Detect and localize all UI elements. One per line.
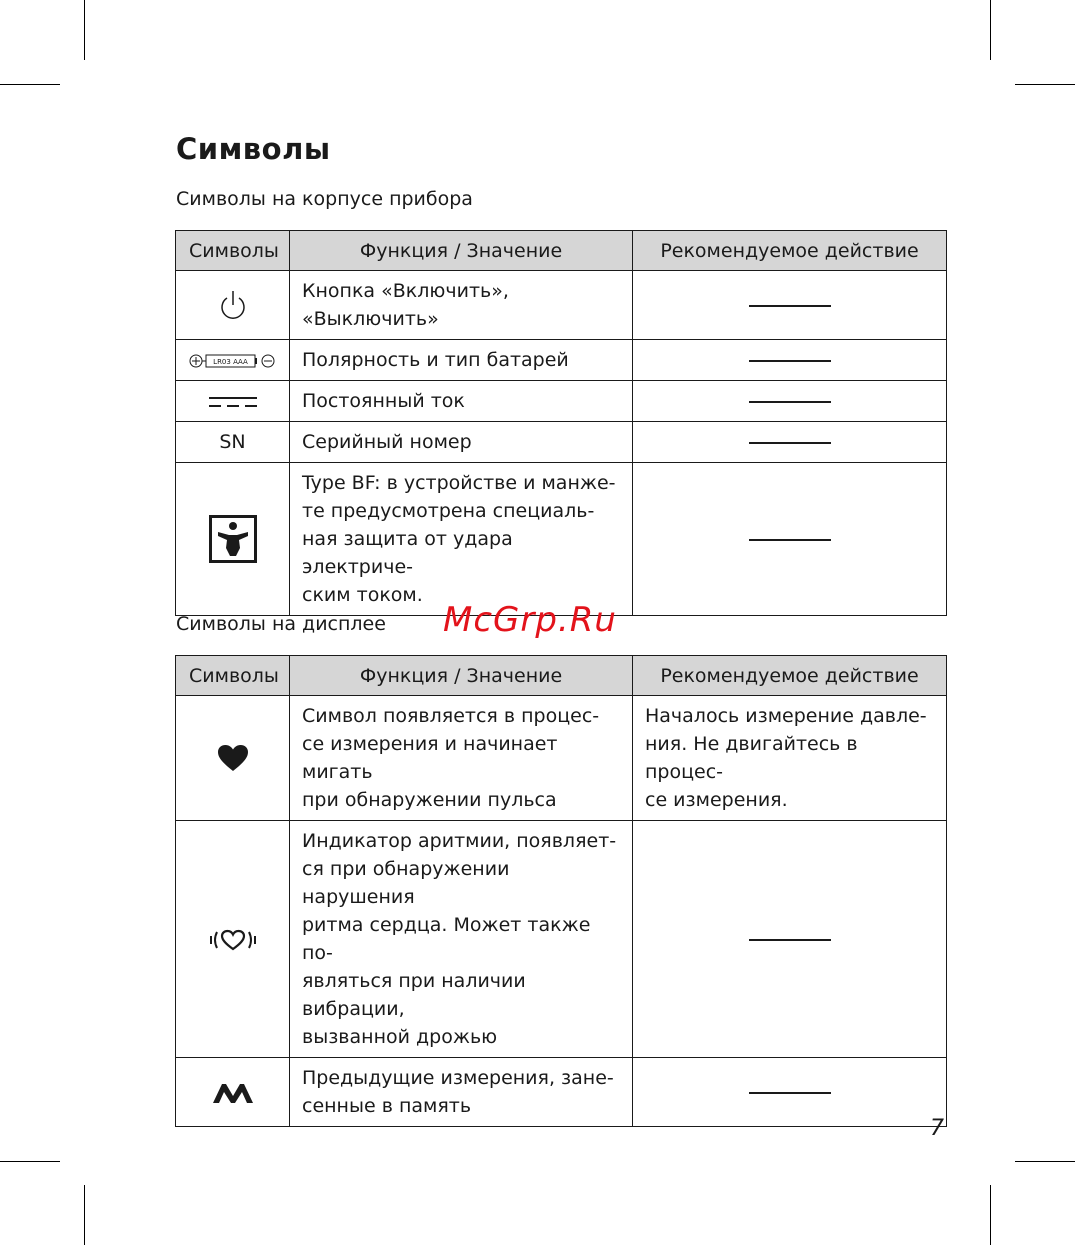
- memory-icon: [211, 1081, 255, 1103]
- action-cell: [633, 340, 947, 381]
- col-header-action: Рекомендуемое действие: [633, 231, 947, 271]
- table-row: [176, 422, 947, 463]
- device-symbols-table: [175, 230, 947, 616]
- function-cell: Символ появляется в процес- се измерения и начинает мигать при обнаружении пульса: [290, 696, 633, 821]
- display-symbols-table: [175, 655, 947, 1127]
- crop-mark: [1015, 84, 1075, 85]
- watermark: McGrp.Ru: [443, 600, 617, 640]
- action-cell: [633, 463, 947, 616]
- battery-type-label: LR03 AAA: [212, 357, 248, 366]
- action-cell: Началось измерение давле- ния. Не двигайтесь в процес- се измерения.: [633, 696, 947, 821]
- battery-polarity-icon: [189, 349, 277, 371]
- crop-mark: [990, 0, 991, 60]
- col-header-function: Функция / Значение: [290, 656, 633, 696]
- col-header-symbols: Символы: [176, 656, 290, 696]
- power-icon: [219, 294, 247, 316]
- function-cell: Type BF: в устройстве и манже- те предусмотрена специаль- ная защита от удара электриче- ским током.: [290, 463, 633, 616]
- action-cell: [633, 821, 947, 1058]
- crop-mark: [84, 0, 85, 60]
- table-row: [176, 1058, 947, 1127]
- table-header-row: [176, 656, 947, 696]
- crop-mark: [0, 1161, 60, 1162]
- type-bf-icon: [209, 528, 257, 550]
- function-cell: Индикатор аритмии, появляет- ся при обнаружении нарушения ритма сердца. Может также по- являться при наличии вибрации, вызванной дрожью: [290, 821, 633, 1058]
- crop-mark: [1015, 1161, 1075, 1162]
- section2-subtitle: Символы на дисплее: [176, 613, 386, 635]
- action-cell: [633, 271, 947, 340]
- table-row: [176, 381, 947, 422]
- dash-placeholder: [749, 360, 831, 362]
- symbol-cell: [176, 340, 290, 381]
- section1-subtitle: Символы на корпусе прибора: [176, 188, 473, 210]
- action-cell: [633, 422, 947, 463]
- symbol-cell: [176, 696, 290, 821]
- function-cell: Серийный номер: [290, 422, 633, 463]
- table-row: [176, 463, 947, 616]
- dash-placeholder: [749, 539, 831, 541]
- dash-placeholder: [749, 401, 831, 403]
- direct-current-icon: [209, 390, 257, 412]
- action-cell: [633, 381, 947, 422]
- page-title: Символы: [176, 132, 331, 166]
- function-cell: Кнопка «Включить», «Выключить»: [290, 271, 633, 340]
- dash-placeholder: [749, 305, 831, 307]
- col-header-function: Функция / Значение: [290, 231, 633, 271]
- crop-mark: [84, 1185, 85, 1245]
- crop-mark: [0, 84, 60, 85]
- table-header-row: [176, 231, 947, 271]
- symbol-cell: [176, 381, 290, 422]
- function-cell: Предыдущие измерения, зане- сенные в память: [290, 1058, 633, 1127]
- arrhythmia-icon: [209, 928, 257, 950]
- heart-icon: [217, 747, 249, 769]
- dash-placeholder: [749, 1092, 831, 1094]
- action-cell: [633, 1058, 947, 1127]
- symbol-cell: [176, 821, 290, 1058]
- crop-mark: [990, 1185, 991, 1245]
- table-row: [176, 696, 947, 821]
- table-row: [176, 271, 947, 340]
- col-header-symbols: Символы: [176, 231, 290, 271]
- symbol-cell: [176, 1058, 290, 1127]
- symbol-cell: [176, 271, 290, 340]
- page-number: 7: [930, 1116, 944, 1141]
- symbol-cell: [176, 463, 290, 616]
- function-cell: Полярность и тип батарей: [290, 340, 633, 381]
- table-row: [176, 340, 947, 381]
- serial-number-symbol: SN: [176, 422, 290, 463]
- table-row: [176, 821, 947, 1058]
- dash-placeholder: [749, 442, 831, 444]
- function-cell: Постоянный ток: [290, 381, 633, 422]
- col-header-action: Рекомендуемое действие: [633, 656, 947, 696]
- dash-placeholder: [749, 939, 831, 941]
